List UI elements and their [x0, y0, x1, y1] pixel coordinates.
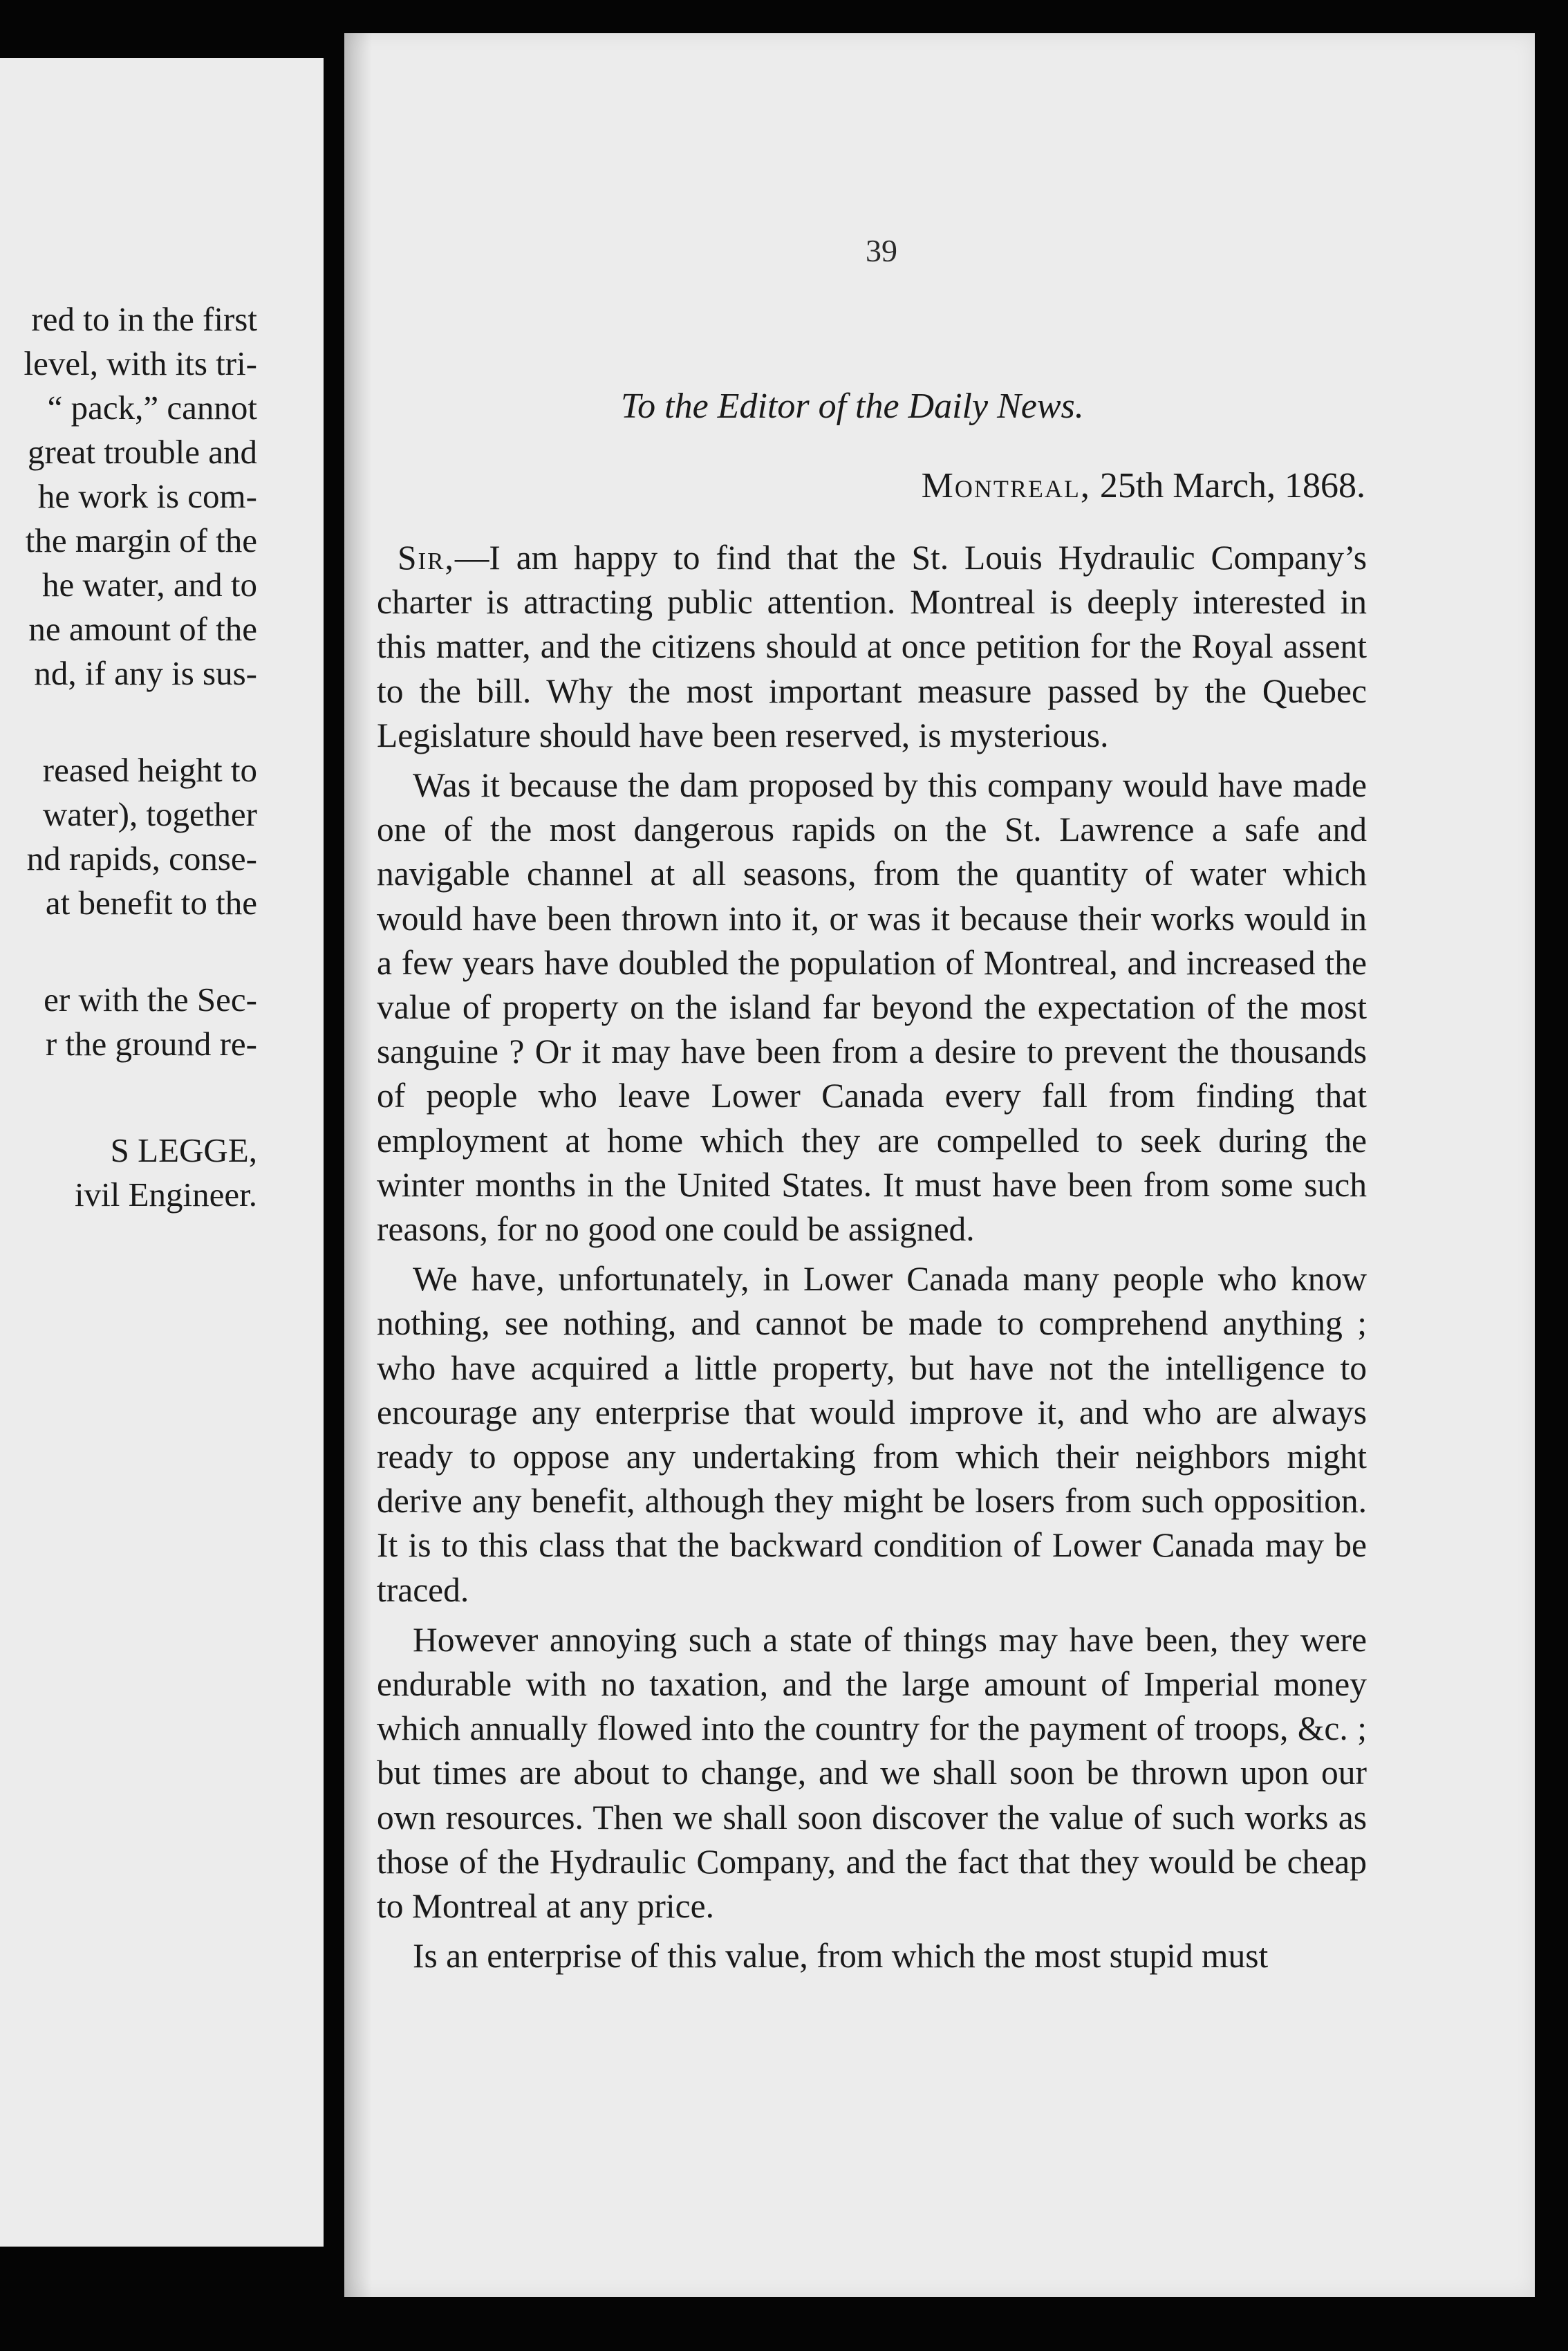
- left-text-line: red to in the first: [31, 300, 257, 338]
- gutter-shadow: [344, 33, 372, 2297]
- paragraph: Is an enterprise of this value, from which the most stupid must: [413, 1937, 1269, 1976]
- left-page: [0, 58, 324, 2247]
- dateline: [922, 465, 1365, 506]
- left-text-line: nd, if any is sus-: [34, 654, 257, 692]
- letter-heading: To the Editor of the Daily News.: [621, 387, 1084, 426]
- left-text-line: water), together: [42, 795, 257, 833]
- left-text-line: ne amount of the: [28, 610, 257, 648]
- left-text-line: r the ground re-: [45, 1025, 257, 1063]
- salutation: Sir,: [398, 539, 455, 577]
- letter-body: [377, 536, 1367, 1985]
- left-text-line: er with the Sec-: [44, 981, 257, 1019]
- paragraph: Was it because the dam proposed by this company would have made one of the most dangerous rapids on the St. Lawrence a safe and navigable channel at all seasons, from the quantity of water which would have been thrown into it, or was it because their works would in a few years have doubled the population of Montreal, and increased the value of property on the island far beyond the expectation of the most sanguine ? Or it may have been from a desire to prevent the thousands of people who leave Lower Canada every fall from finding that employment at home which they are compelled to seek during the winter months in the United States. It must have been from some such reasons, for no good one could be assigned.: [377, 766, 1367, 1249]
- paragraph-text: —I am happy to find that the St. Louis Hydraulic Company’s charter is attracting public attention. Montreal is deeply interested in this matter, and the citizens should at once petition for the Royal assent to the bill. Why the most important measure passed by the Quebec Legislature should have been reserved, is mysterious.: [377, 539, 1367, 754]
- left-text-line: he work is com-: [37, 477, 257, 515]
- dateline-date: 25th March, 1868.: [1099, 466, 1365, 505]
- signature-name: S LEGGE,: [110, 1131, 257, 1169]
- dateline-place: Montreal,: [921, 466, 1091, 505]
- paragraph: We have, unfortunately, in Lower Canada many people who know nothing, see nothing, and cannot be made to comprehend anything ; who have acquired a little property, but have not the intelligence to encourage any enterprise that would improve it, and who are always ready to oppose any undertaking from which their neighbors might derive any benefit, although they might be losers from such opposition. It is to this class that the backward condition of Lower Canada may be traced.: [377, 1260, 1367, 1609]
- page-number: 39: [866, 233, 897, 268]
- paragraph: However annoying such a state of things may have been, they were endurable with no taxation, and the large amount of Imperial money which annually flowed into the country for the payment of troops, &c. ; but times are about to change, and we shall soon be thrown upon our own resources. Then we shall soon discover the value of such works as those of the Hydraulic Company, and the fact that they would be cheap to Montreal at any price.: [377, 1620, 1367, 1926]
- left-text-line: the margin of the: [25, 521, 257, 559]
- left-text-line: he water, and to: [42, 566, 257, 604]
- left-text-line: at benefit to the: [45, 884, 257, 922]
- paragraph: [377, 536, 1367, 758]
- right-page: [344, 33, 1535, 2297]
- left-text-line: great trouble and: [28, 433, 257, 471]
- left-text-line: reased height to: [42, 751, 257, 789]
- left-text-line: level, with its tri-: [24, 344, 257, 382]
- left-text-line: nd rapids, conse-: [26, 839, 257, 877]
- signature-title: ivil Engineer.: [75, 1176, 257, 1214]
- left-text-line: “ pack,” cannot: [47, 389, 257, 427]
